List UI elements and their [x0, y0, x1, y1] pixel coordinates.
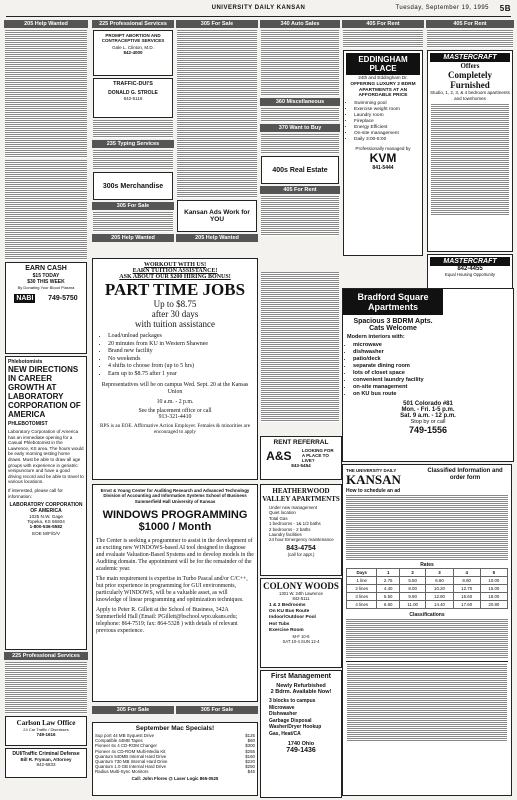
section-header: 305 For Sale	[92, 706, 174, 714]
list-item: • 24 hour Emergency maintenance	[269, 537, 341, 542]
classified-text-block	[93, 212, 173, 232]
ad-phone: 842-5111	[292, 596, 310, 601]
list-item: • separate dining room	[353, 363, 513, 370]
ad-address: 1301 W. 24th Lawrence	[279, 591, 323, 596]
classified-text-block	[261, 108, 339, 122]
ad-name: Bill R. Fryman, Attorney	[20, 757, 72, 762]
section-header: 225 Professional Services	[92, 20, 174, 28]
form-masthead-top: THE UNIVERSITY DAILY	[346, 468, 397, 473]
product-list	[95, 733, 255, 775]
rates-cell: 6.60	[377, 601, 399, 609]
list-item: • 2 bedrooms - 2 baths	[269, 527, 341, 532]
ad-title: DUI/Traffic Criminal Defense	[12, 751, 80, 757]
banner-text: 300s Merchandise	[102, 182, 164, 190]
column-4-lower	[260, 272, 340, 432]
column-1	[4, 20, 88, 800]
ad-body: The Center is seeking a programmer to assist in the development of an exciting new WINDOWS-based AI tool designed to diagnose and evaluate Valuation-Based Systems and to develop models in the Auditing domain. The appointment will be for the remainder of the academic year.	[96, 538, 254, 573]
rates-cell: Days	[347, 569, 377, 577]
ad-name: Gale L. Clinton, M.D.	[112, 45, 154, 50]
windows-programming-ad	[92, 484, 258, 702]
section-header: 340 Auto Sales	[260, 20, 340, 28]
list-item: • Brand new facility	[108, 348, 254, 356]
classified-text-block	[177, 30, 257, 198]
list-item: • Laundry facilities	[269, 532, 341, 537]
colony-woods-ad	[260, 578, 342, 668]
ad-phone: 749-5750	[48, 295, 78, 302]
ad-subline: 24 Car Traffic / Dismisses	[23, 727, 69, 732]
ad-reps: Representatives will be on campus Wed. Sept. 20 at the Kansas Union	[101, 381, 249, 395]
banner-text: 400s Real Estate	[272, 166, 328, 174]
list-item: • Total Gas	[269, 516, 341, 521]
rates-cell: 12.70	[453, 585, 480, 593]
rates-cell: 18.00	[480, 593, 507, 601]
ad-amount: $15 TODAY	[32, 273, 60, 279]
ad-phone: 749-1436	[286, 746, 316, 754]
ad-address: 501 Colorado #81	[403, 401, 453, 407]
criminal-defense-ad	[5, 748, 87, 778]
nabi-logo: NABI	[16, 295, 34, 302]
product-name: Compatible 44MB Tapes	[95, 738, 143, 744]
ad-phone: 841-5444	[372, 164, 394, 171]
list-item: • on-site management	[353, 384, 513, 391]
ad-cats: Cats Welcome	[369, 325, 417, 332]
ad-offer: OFFERING LUXURY 2 BDRM APARTMENTS AT AN AFFORDABLE PRICE	[350, 82, 416, 99]
rates-cell: 5	[480, 569, 507, 577]
classified-text-block	[5, 662, 87, 714]
rates-cell: 4 lines	[347, 601, 377, 609]
product-price: $125	[245, 733, 255, 738]
column-3	[176, 20, 258, 252]
rates-row	[347, 569, 508, 577]
list-item: • Energy Efficient	[354, 125, 420, 131]
ad-phone: 749-1616	[36, 732, 56, 737]
list-item: • 20 minutes from KU in Western Shawnee	[108, 341, 254, 349]
list-item: • Swimming pool	[354, 101, 420, 107]
classified-text-block	[261, 134, 339, 154]
ad-eoe: RPS is an EOE. Affirmative Action Employer. Females & minorities are encouraged to apply	[99, 422, 251, 435]
product-row	[95, 769, 255, 774]
feature-list	[269, 698, 341, 738]
section-header: 370 Want to Buy	[260, 124, 340, 132]
section-header: 235 Typing Services	[92, 140, 174, 148]
ad-hours: Sat. 9 a.m. - 12 p.m.	[400, 413, 456, 419]
ad-body: Laboratory Corporation of America has an immediate opening for a Casual Phlebotomist in the Lawrence, KS area. The hours would be early morning testing home draws. Must be able to draw all age groups with experience in geriatric venipuncture and have a good driving record and be able to travel to various locations.	[8, 429, 84, 485]
section-header: 405 For Rent	[342, 20, 424, 28]
ad-company: LABORATORY CORPORATION OF AMERICA	[9, 502, 83, 515]
ad-phone: 1-800-536-5582	[29, 524, 63, 530]
rates-cell: 1 line	[347, 577, 377, 585]
section-header: 305 For Sale	[92, 202, 174, 210]
rates-cell: 8.80	[453, 577, 480, 585]
ad-phone: 842-4455	[457, 266, 483, 272]
ad-line: Equal Housing Opportunity	[444, 272, 496, 277]
ad-modern: Modern interiors with:	[347, 334, 405, 340]
product-price: $250	[245, 764, 255, 770]
ad-title: Carlson Law Office	[16, 719, 76, 727]
ad-title: First Management	[271, 673, 331, 680]
rates-cell: 14.40	[426, 601, 453, 609]
list-item: • on KU bus route	[353, 391, 513, 398]
list-item: • 3 blocks to campus	[269, 698, 341, 705]
ad-body: Apply to Peter R. Gillett at the School of Business, 342A Summerfield Hall (Email: PGillett@bschool.wpo.ukans.edu; telephone: 864-7519; fax: 864-5328 ) with details of relevant previous experience.	[96, 607, 238, 635]
column-2-bottom	[92, 706, 174, 720]
list-item: • Load/unload packages	[108, 333, 254, 341]
list-item: • On-site management	[354, 131, 420, 137]
kansan-ads-banner	[177, 200, 257, 232]
ad-top-line: EARN TUITION ASSISTANCE!	[132, 268, 218, 274]
section-header: 205 Help Wanted	[92, 234, 174, 242]
heatherwood-ad	[260, 484, 342, 576]
section-header: 405 For Rent	[426, 20, 514, 28]
rates-cell: 2.75	[377, 577, 399, 585]
job-benefits-list	[108, 333, 254, 379]
section-header: 305 For Sale	[176, 706, 258, 714]
ad-hours: SAT 10-4 SUN 12-4	[282, 639, 320, 645]
product-name: Quantum 540MB Internal Hard Drive	[95, 753, 167, 759]
ad-title: PART TIME JOBS	[104, 280, 246, 299]
ad-tuition: with tuition assistance	[135, 319, 215, 329]
list-item: • 1 & 2 Bedrooms	[269, 603, 341, 609]
ad-pay: Up to $8.75	[153, 299, 197, 309]
ad-role: PHLEBOTOMIST	[8, 421, 48, 427]
ad-subline: 2 Bdrm. Available Now!	[270, 689, 332, 695]
mac-specials-ad	[92, 722, 258, 796]
product-name: Pioneer 6x 4 CD-ROM Changer	[95, 743, 157, 749]
classified-text-block	[5, 160, 87, 260]
feature-list	[269, 603, 341, 634]
ad-time: 10 a.m. - 2 p.m.	[156, 398, 194, 405]
classified-text-block	[261, 196, 339, 236]
rates-cell: 5.50	[399, 577, 426, 585]
rates-cell: 15.60	[453, 593, 480, 601]
list-item: • Indoor/Outdoor Pool	[269, 615, 341, 621]
ad-title: EARN CASH	[25, 265, 67, 272]
rates-cell: 11.00	[399, 601, 426, 609]
product-name: Radius Multi-Sync Monitors	[95, 769, 149, 775]
traffic-dui-ad	[93, 78, 173, 118]
ad-title: MASTERCRAFT	[430, 53, 510, 62]
ad-address: Topeka, KS 66604	[27, 519, 65, 525]
ad-tagline: LOOKING FOR A PLACE TO LIVE?	[301, 448, 334, 463]
classified-text-block	[261, 30, 339, 96]
rates-cell: 4	[453, 569, 480, 577]
list-item: • Daily 3:00-5:00	[354, 137, 420, 143]
list-item: • Gas, Heat/CA	[269, 731, 341, 738]
merchandise-banner	[93, 172, 173, 200]
list-item: • 1 bedrooms - 1& 1/2 baths	[269, 521, 341, 526]
ad-see: See the placement office or call	[138, 407, 212, 414]
product-name: Pioneer 4x CD-ROM Multi-Media Kit	[95, 748, 166, 754]
masthead	[6, 2, 511, 17]
ad-name: DONALD G. STROLE	[108, 90, 158, 96]
ad-call: (call for appt.)	[287, 551, 315, 557]
classified-text-block	[93, 150, 173, 170]
newspaper-title: UNIVERSITY DAILY KANSAN	[211, 5, 306, 11]
list-item: • Washer/Dryer Hookup	[269, 724, 341, 731]
rates-cell: 10.00	[480, 577, 507, 585]
list-item: • Laundry room	[354, 113, 420, 119]
list-item: • Dishwasher	[269, 711, 341, 718]
ad-after: after 30 days	[151, 309, 199, 319]
ad-eoe: EOE M/F/D/V	[32, 531, 60, 537]
ad-title: TRAFFIC-DUI'S	[113, 81, 153, 87]
bradford-square-ad	[342, 288, 514, 462]
ad-phone: 842-5116	[123, 96, 143, 101]
list-item: • 4 shifts to choose from (up to 5 hrs)	[108, 363, 254, 371]
list-item: • Microwave	[269, 705, 341, 712]
ad-body: The main requirement is expertise in Turbo Pascal and/or C/C++, but prior experience in programming for GUI environments, particularly WINDOWS, will be a valuable asset, as will knowledge of linear programming and optimization techniques.	[96, 576, 248, 604]
list-item: • Under new management	[269, 505, 341, 510]
rates-row	[347, 577, 508, 585]
product-price: $60	[247, 738, 255, 744]
rent-referral-ad	[260, 436, 342, 480]
classifications-list	[346, 619, 508, 659]
rates-heading: Rates	[420, 562, 434, 568]
ad-title: NEW DIRECTIONS IN CAREER GROWTH AT LABORATORY CORPORATION OF AMERICA	[8, 365, 81, 419]
feature-list	[354, 101, 420, 143]
rates-cell: 10.20	[426, 585, 453, 593]
product-price: $220	[245, 759, 255, 765]
column-5	[342, 20, 424, 285]
rates-cell: 20.80	[480, 601, 507, 609]
ad-top-line: ASK ABOUT OUR $200 HIRING BONUS!	[119, 274, 231, 280]
rates-cell: 12.80	[426, 593, 453, 601]
list-item: • patio/deck	[353, 356, 513, 363]
list-item: • Fireplace	[354, 119, 420, 125]
kvm-logo: KVM	[369, 150, 397, 165]
ad-title: RENT REFERRAL	[273, 439, 329, 446]
prompt-abortion-ad	[93, 30, 173, 76]
rates-cell: 3 lines	[347, 593, 377, 601]
ad-interested: If interested, please call for information:	[8, 487, 63, 499]
rates-table	[346, 568, 508, 609]
product-name: Quantum 1.0 GB Internal Hard Drive	[95, 764, 167, 770]
classified-text-block	[343, 30, 423, 48]
ad-title: September Mac Specials!	[135, 725, 215, 732]
first-management-ad	[260, 670, 342, 798]
classified-text-block	[261, 272, 339, 422]
eddingham-place-ad	[343, 50, 423, 256]
ad-header: Phlebotomists	[8, 359, 43, 365]
ad-phone: 842-5833	[36, 762, 56, 767]
section-header: 360 Miscellaneous	[260, 98, 340, 106]
ad-subline: $30 THIS WEEK	[27, 279, 65, 285]
ad-title: MASTERCRAFT	[430, 257, 510, 266]
classified-text-block	[93, 120, 173, 138]
classified-text-block	[427, 30, 513, 48]
product-price: $255	[245, 748, 255, 754]
ad-title: Bradford Square Apartments	[343, 289, 443, 315]
list-item: • microwave	[353, 342, 513, 349]
section-header: 305 For Sale	[176, 20, 258, 28]
section-header: 205 Help Wanted	[176, 234, 258, 242]
form-heading: Classified Information and order form	[427, 468, 503, 481]
ad-top-line: WORKOUT WITH US!	[143, 262, 207, 268]
list-item: • dishwasher	[353, 349, 513, 356]
ad-hours: M-F 10-6	[292, 634, 310, 640]
rates-cell: 4.40	[377, 585, 399, 593]
mastercraft-ad	[427, 50, 513, 252]
ad-contact: Call: John Flores @ Laser Logic 865-0525	[131, 775, 219, 781]
feature-list	[269, 505, 341, 543]
rates-cell: 15.00	[480, 585, 507, 593]
section-header: 205 Help Wanted	[4, 20, 88, 28]
list-item: • No weekends	[108, 356, 254, 364]
list-item: • On KU Bus Route	[269, 609, 341, 615]
ad-hours: Mon. - Fri. 1-5 p.m.	[401, 407, 455, 413]
property-listing	[431, 104, 509, 216]
ad-managed: Professionally managed by	[355, 145, 411, 151]
list-item: • Hot Tubs	[269, 622, 341, 628]
ad-phone: 842-4000	[123, 50, 143, 55]
column-2	[92, 20, 174, 252]
ad-title: COLONY WOODS	[263, 581, 339, 591]
issue-date: Tuesday, September 19, 1995	[395, 5, 489, 11]
product-name: Sup port 44 MB Syquest Drive	[95, 733, 155, 738]
ad-phone: 843-5454	[291, 463, 311, 468]
rates-cell: 9.90	[399, 593, 426, 601]
ad-donate: By Donating Your Blood Plasma	[17, 285, 75, 290]
rates-row	[347, 593, 508, 601]
part-time-jobs-ad	[92, 258, 258, 480]
rates-cell: 2	[399, 569, 426, 577]
ad-spacious: Spacious 3 BDRM Apts.	[353, 318, 433, 325]
rates-cell: 1	[377, 569, 399, 577]
column-4	[260, 20, 340, 270]
form-instructions	[346, 495, 508, 561]
rent-referral-logo: A&S	[266, 448, 292, 463]
ad-title: PROMPT ABORTION AND CONTRACEPTIVE SERVICES	[101, 33, 165, 43]
ad-phone: 843-4754	[286, 544, 316, 552]
real-estate-banner	[261, 156, 339, 184]
rates-cell: 6.60	[426, 577, 453, 585]
phlebotomist-ad	[5, 356, 87, 650]
ad-stop: Stop by or call	[410, 419, 446, 425]
list-item: • Earn up to $8.75 after 1 year	[108, 371, 254, 379]
ad-title: EDDINGHAM PLACE	[346, 53, 420, 75]
ad-line3: Studio, 1, 2, 3, & 4 bedroom apartments and townhomes	[430, 90, 510, 101]
list-item: • Exercise weight room	[354, 107, 420, 113]
rates-cell: 2 lines	[347, 585, 377, 593]
product-price: $45	[247, 769, 255, 775]
rates-row	[347, 601, 508, 609]
rates-row	[347, 585, 508, 593]
form-masthead: KANSAN	[346, 472, 401, 487]
ad-line2: Completely Furnished	[448, 70, 492, 90]
ad-org: Ernst & Young Center for Auditing Research and Advanced Technology Division of Accounting and Information Systems School of Business Summerfield Hall University of Kansas	[100, 488, 250, 504]
product-price: $160	[245, 753, 255, 759]
product-price: $300	[245, 743, 255, 749]
ad-title: HEATHERWOOD VALLEY APARTMENTS	[262, 487, 340, 503]
carlson-law-ad	[5, 716, 87, 746]
list-item: • lots of closet space	[353, 370, 513, 377]
column-3-bottom	[176, 706, 258, 720]
section-header: 225 Professional Services	[4, 652, 88, 660]
rates-cell: 5.50	[377, 593, 399, 601]
list-item: • Exercise Room	[269, 628, 341, 634]
classifications-heading: Classifications	[409, 612, 445, 618]
section-header: 405 For Rent	[260, 186, 340, 194]
feature-list	[353, 342, 513, 398]
earn-cash-ad	[5, 262, 87, 354]
classified-order-form	[342, 464, 512, 796]
rates-cell: 3	[426, 569, 453, 577]
order-form-lines	[347, 664, 507, 742]
form-how: How to schedule an ad	[346, 488, 401, 494]
product-name: Quantum 730 MB Internal Hard Drive	[95, 759, 168, 765]
ad-address: 1740 Ohio	[287, 740, 315, 747]
ad-subline: Newly Refurbished	[276, 683, 326, 689]
ad-phone: 913-321-4410	[158, 413, 192, 420]
banner-text: Kansan Ads Work for YOU	[184, 208, 250, 223]
ad-line1: Offers	[460, 62, 480, 70]
ad-address: 24th and Eddingham Dr.	[358, 75, 408, 80]
list-item: • convenient laundry facility	[353, 377, 513, 384]
page-number: 5B	[499, 4, 511, 13]
list-item: • Garbage Disposal	[269, 718, 341, 725]
ad-title: WINDOWS PROGRAMMING $1000 / Month	[102, 509, 248, 534]
rates-cell: 17.60	[453, 601, 480, 609]
classified-text-block	[5, 30, 87, 158]
ad-phone: 749-1556	[408, 425, 448, 435]
rates-cell: 8.00	[399, 585, 426, 593]
list-item: • Quiet location	[269, 510, 341, 515]
ad-address: 1025 N.W. Gage	[29, 514, 63, 520]
